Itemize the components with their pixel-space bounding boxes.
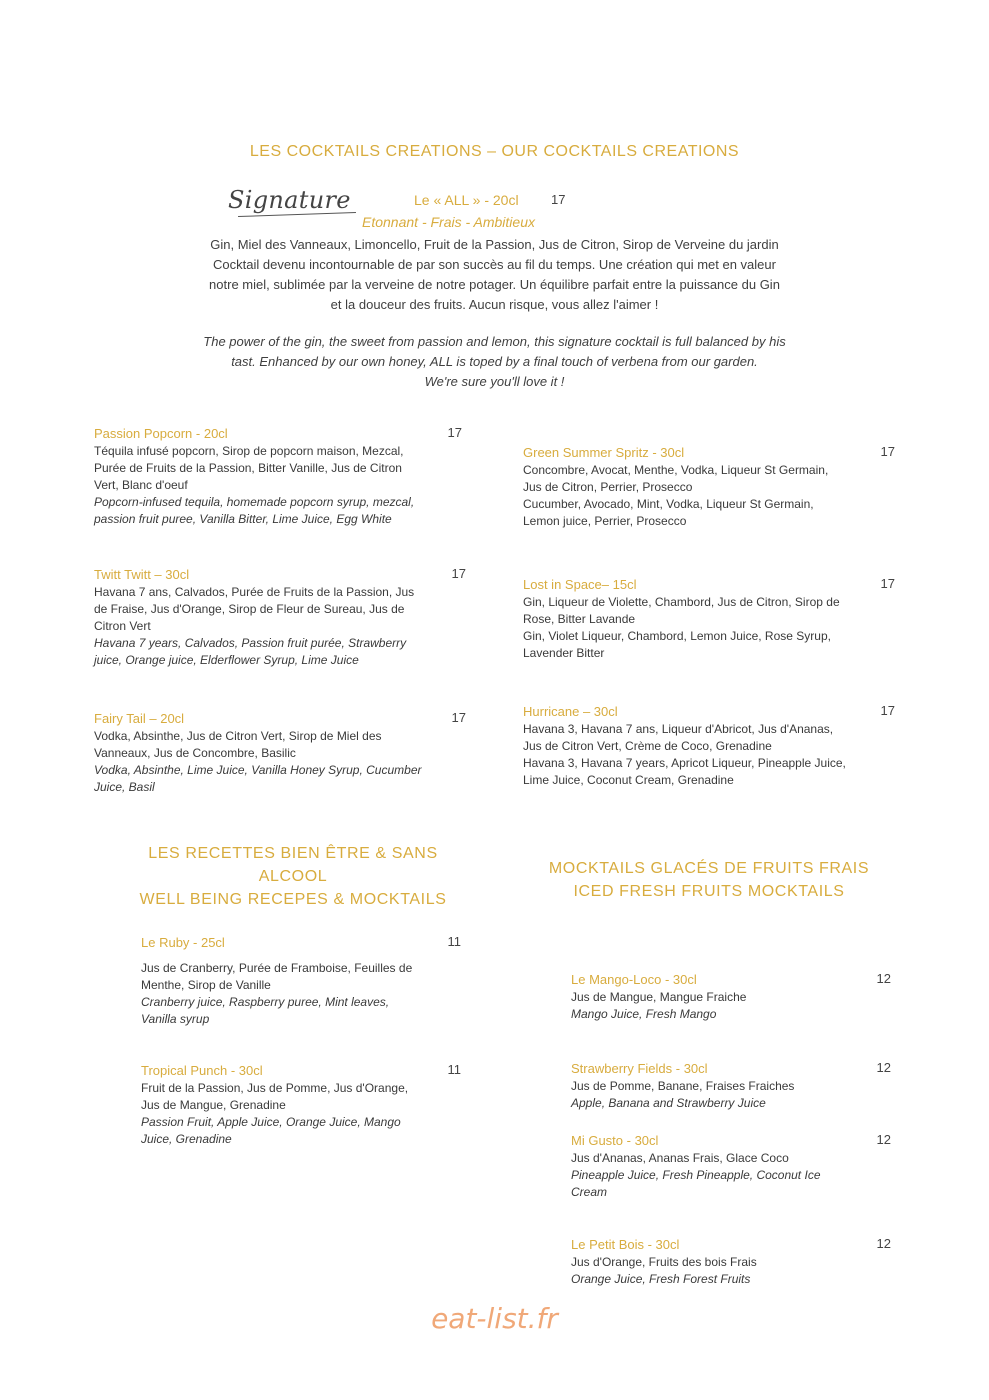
description-line: We're sure you'll love it ! — [424, 374, 565, 389]
item-ingredients-fr — [141, 1080, 461, 1114]
ingredient-line: Citron Vert — [94, 619, 151, 633]
ingredient-line: Mango Juice, Fresh Mango — [571, 1007, 717, 1021]
signature-tagline: Etonnant - Frais - Ambitieux — [362, 214, 535, 230]
ingredient-line: Juice, Grenadine — [141, 1132, 232, 1146]
ingredient-line: Jus de Pomme, Banane, Fraises Fraiches — [571, 1079, 795, 1093]
section-title-mocktails — [520, 857, 898, 903]
item-name: Passion Popcorn - 20cl — [94, 426, 228, 441]
item-name: Twitt Twitt – 30cl — [94, 567, 190, 582]
item-name: Lost in Space– 15cl — [523, 577, 637, 592]
signature-cocktail-name: Le « ALL » - 20cl — [414, 192, 519, 208]
section-title-line: LES RECETTES BIEN ÊTRE & SANS — [148, 845, 438, 862]
item-name: Green Summer Spritz - 30cl — [523, 445, 685, 460]
item-name: Le Mango-Loco - 30cl — [571, 972, 697, 987]
ingredient-line: Havana 7 years, Calvados, Passion fruit purée, Strawberry — [94, 636, 407, 650]
item-ingredients-en — [571, 1006, 891, 1023]
ingredient-line: Cranberry juice, Raspberry puree, Mint leaves, — [141, 995, 390, 1009]
signature-description-en — [100, 332, 889, 392]
item-ingredients-en — [571, 1271, 891, 1288]
watermark: eat-list.fr — [431, 1302, 558, 1335]
ingredient-line: Vodka, Absinthe, Lime Juice, Vanilla Honey Syrup, Cucumber — [94, 763, 422, 777]
item-ingredients-fr — [571, 1254, 891, 1271]
section-title-line: MOCKTAILS GLACÉS DE FRUITS FRAIS — [548, 860, 870, 877]
item-ingredients-en — [523, 628, 895, 662]
item-ingredients-fr — [94, 728, 466, 762]
item-ingredients-fr — [523, 462, 895, 496]
section-title-line: ALCOOL — [258, 868, 328, 885]
item-name: Tropical Punch - 30cl — [141, 1063, 263, 1078]
description-line: The power of the gin, the sweet from passion and lemon, this signature cocktail is full balanced by his — [203, 334, 786, 349]
ingredient-line: Jus d'Orange, Fruits des bois Frais — [571, 1255, 757, 1269]
item-ingredients-en — [523, 755, 895, 789]
item-name: Mi Gusto - 30cl — [571, 1133, 659, 1148]
ingredient-line: Vanneaux, Jus de Concombre, Basilic — [94, 746, 296, 760]
item-ingredients-en — [571, 1167, 891, 1201]
ingredient-line: de Fraise, Jus d'Orange, Sirop de Fleur de Sureau, Jus de — [94, 602, 405, 616]
menu-item-le-petit-bois — [571, 1236, 891, 1288]
item-ingredients-en — [523, 496, 895, 530]
menu-item-passion-popcorn — [94, 425, 462, 528]
item-ingredients-fr — [94, 443, 462, 494]
ingredient-line: Gin, Liqueur de Violette, Chambord, Jus de Citron, Sirop de — [523, 595, 840, 609]
menu-item-tropical-punch — [141, 1062, 461, 1148]
item-price: 11 — [447, 1062, 461, 1077]
item-ingredients-fr — [523, 721, 895, 755]
ingredient-line: juice, Orange juice, Elderflower Syrup, Lime Juice — [94, 653, 359, 667]
menu-item-strawberry-fields — [571, 1060, 891, 1112]
ingredient-line: Fruit de la Passion, Jus de Pomme, Jus d'Orange, — [141, 1081, 409, 1095]
item-ingredients-en — [94, 635, 466, 669]
ingredient-line: Passion Fruit, Apple Juice, Orange Juice, Mango — [141, 1115, 401, 1129]
ingredient-line: Jus de Citron Vert, Crème de Coco, Grenadine — [523, 739, 772, 753]
signature-description-fr — [100, 235, 889, 315]
item-ingredients-en — [94, 762, 466, 796]
signature-cocktail-price: 17 — [551, 192, 566, 207]
item-price: 17 — [880, 703, 895, 718]
ingredient-line: Menthe, Sirop de Vanille — [141, 978, 271, 992]
item-ingredients-fr — [571, 1150, 891, 1167]
ingredient-line: Popcorn-infused tequila, homemade popcorn syrup, mezcal, — [94, 495, 415, 509]
signature-logo: Signature — [228, 186, 351, 214]
menu-item-lost-in-space — [523, 576, 895, 662]
item-ingredients-fr — [571, 1078, 891, 1095]
menu-item-hurricane — [523, 703, 895, 789]
ingredient-line: Juice, Basil — [94, 780, 155, 794]
item-name: Le Ruby - 25cl — [141, 935, 225, 950]
item-price: 12 — [876, 1132, 891, 1147]
item-price: 11 — [447, 934, 461, 949]
ingredient-line: Vert, Blanc d'oeuf — [94, 478, 188, 492]
page-title: LES COCKTAILS CREATIONS – OUR COCKTAILS CREATIONS — [249, 143, 740, 160]
ingredient-line: Vodka, Absinthe, Jus de Citron Vert, Sirop de Miel des — [94, 729, 382, 743]
ingredient-line: Gin, Violet Liqueur, Chambord, Lemon Juice, Rose Syrup, — [523, 629, 831, 643]
ingredient-line: Jus d'Ananas, Ananas Frais, Glace Coco — [571, 1151, 789, 1165]
menu-item-twitt-twitt — [94, 566, 466, 669]
ingredient-line: Lemon juice, Perrier, Prosecco — [523, 514, 687, 528]
ingredient-line: Lavender Bitter — [523, 646, 605, 660]
menu-item-le-mango-loco — [571, 971, 891, 1023]
ingredient-line: Lime Juice, Coconut Cream, Grenadine — [523, 773, 734, 787]
item-ingredients-en — [571, 1095, 891, 1112]
item-price: 17 — [447, 425, 462, 440]
item-price: 17 — [451, 566, 466, 581]
description-line: tast. Enhanced by our own honey, ALL is toped by a final touch of verbena from our garden. — [231, 354, 758, 369]
ingredient-line: Apple, Banana and Strawberry Juice — [571, 1096, 766, 1110]
ingredient-line: Havana 3, Havana 7 years, Apricot Liqueur, Pineapple Juice, — [523, 756, 846, 770]
ingredient-line: Cucumber, Avocado, Mint, Vodka, Liqueur St Germain, — [523, 497, 814, 511]
ingredient-line: Purée de Fruits de la Passion, Bitter Vanille, Jus de Citron — [94, 461, 402, 475]
ingredient-line: Pineapple Juice, Fresh Pineapple, Coconut Ice — [571, 1168, 821, 1182]
item-ingredients-en — [141, 1114, 461, 1148]
item-price: 17 — [880, 444, 895, 459]
section-title-wellbeing — [120, 842, 466, 911]
item-name: Le Petit Bois - 30cl — [571, 1237, 680, 1252]
description-line: Gin, Miel des Vanneaux, Limoncello, Fruit de la Passion, Jus de Citron, Sirop de Verveine du jardin — [210, 237, 779, 252]
description-line: notre miel, sublimée par la verveine de notre potager. Un équilibre parfait entre la puissance du Gin — [209, 277, 780, 292]
menu-item-fairy-tail — [94, 710, 466, 796]
item-name: Strawberry Fields - 30cl — [571, 1061, 708, 1076]
menu-item-le-ruby — [141, 934, 461, 1028]
item-price: 17 — [451, 710, 466, 725]
ingredient-line: Jus de Citron, Perrier, Prosecco — [523, 480, 693, 494]
ingredient-line: passion fruit puree, Vanilla Bitter, Lime Juice, Egg White — [94, 512, 392, 526]
item-price: 17 — [880, 576, 895, 591]
item-price: 12 — [876, 971, 891, 986]
section-title-line: WELL BEING RECEPES & MOCKTAILS — [139, 891, 447, 908]
item-ingredients-fr — [94, 584, 466, 635]
ingredient-line: Orange Juice, Fresh Forest Fruits — [571, 1272, 751, 1286]
ingredient-line: Téquila infusé popcorn, Sirop de popcorn maison, Mezcal, — [94, 444, 404, 458]
item-name: Hurricane – 30cl — [523, 704, 618, 719]
description-line: et la douceur des fruits. Aucun risque, vous allez l'aimer ! — [330, 297, 659, 312]
ingredient-line: Jus de Mangue, Mangue Fraiche — [571, 990, 747, 1004]
ingredient-line: Rose, Bitter Lavande — [523, 612, 636, 626]
item-ingredients-fr — [571, 989, 891, 1006]
item-name: Fairy Tail – 20cl — [94, 711, 185, 726]
ingredient-line: Vanilla syrup — [141, 1012, 210, 1026]
ingredient-line: Cream — [571, 1185, 608, 1199]
item-ingredients-en — [141, 994, 461, 1028]
description-line: Cocktail devenu incontournable de par son succès au fil du temps. Une création qui met en valeur — [213, 257, 776, 272]
ingredient-line: Havana 7 ans, Calvados, Purée de Fruits de la Passion, Jus — [94, 585, 415, 599]
ingredient-line: Jus de Mangue, Grenadine — [141, 1098, 286, 1112]
menu-item-mi-gusto — [571, 1132, 891, 1201]
item-ingredients-en — [94, 494, 462, 528]
ingredient-line: Jus de Cranberry, Purée de Framboise, Feuilles de — [141, 961, 413, 975]
section-title-line: ICED FRESH FRUITS MOCKTAILS — [573, 883, 845, 900]
menu-item-green-summer-spritz — [523, 444, 895, 530]
item-ingredients-fr — [141, 960, 461, 994]
ingredient-line: Concombre, Avocat, Menthe, Vodka, Liqueur St Germain, — [523, 463, 829, 477]
item-price: 12 — [876, 1060, 891, 1075]
ingredient-line: Havana 3, Havana 7 ans, Liqueur d'Abricot, Jus d'Ananas, — [523, 722, 834, 736]
item-price: 12 — [876, 1236, 891, 1251]
item-ingredients-fr — [523, 594, 895, 628]
